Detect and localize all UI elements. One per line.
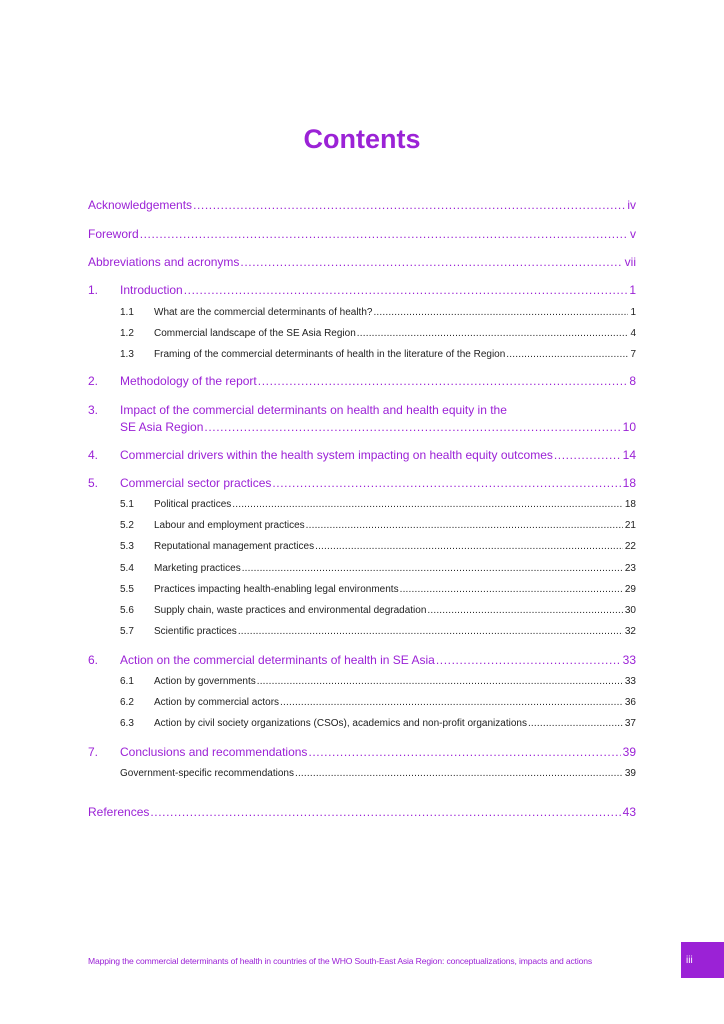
toc-entry-title: Commercial drivers within the health system impacting on health equity outcomes: [120, 448, 553, 462]
toc-page-number: 39: [624, 768, 636, 779]
toc-page-number: 43: [622, 805, 636, 819]
toc-foreword[interactable]: [88, 227, 636, 241]
dot-leader: [238, 626, 623, 637]
dot-leader: [436, 653, 621, 667]
toc-entry-title: Commercial sector practices: [120, 476, 272, 490]
toc-chapter-3-line1[interactable]: [88, 403, 507, 417]
toc-entry-title: Abbreviations and acronyms: [88, 255, 240, 269]
page-number-box: [681, 942, 724, 978]
toc-chapter-1[interactable]: [88, 283, 636, 297]
dot-leader: [427, 605, 622, 616]
toc-entry-title: Action by governments: [154, 676, 256, 687]
toc-section-6-2[interactable]: [120, 697, 636, 708]
dot-leader: [506, 349, 628, 360]
toc-page-number: 18: [624, 499, 636, 510]
toc-section-number: 5.5: [120, 584, 134, 595]
dot-leader: [204, 420, 620, 434]
dot-leader: [373, 307, 628, 318]
toc-section-6-3[interactable]: [120, 718, 636, 729]
toc-page-number: 22: [624, 541, 636, 552]
toc-page-number: 32: [624, 626, 636, 637]
dot-leader: [272, 476, 620, 490]
toc-entry-title: Methodology of the report: [120, 374, 257, 388]
toc-entry-title: Supply chain, waste practices and environmental degradation: [154, 605, 427, 616]
toc-chapter-number: 5.: [88, 476, 99, 490]
toc-section-5-6[interactable]: [120, 605, 636, 616]
toc-page-number: 39: [622, 745, 636, 759]
toc-chapter-3[interactable]: [120, 420, 636, 434]
toc-acknowledgements[interactable]: [88, 198, 636, 212]
toc-entry-title: Framing of the commercial determinants of health in the literature of the Region: [154, 349, 506, 360]
toc-page-number: 7: [630, 349, 636, 360]
toc-page-number: 4: [630, 328, 636, 339]
toc-page-number: 1: [629, 283, 636, 297]
page-title: Contents: [303, 124, 421, 154]
toc-entry-title: Acknowledgements: [88, 198, 193, 212]
toc-entry-title: Labour and employment practices: [154, 520, 305, 531]
toc-references[interactable]: [88, 805, 636, 819]
toc-section-5-7[interactable]: [120, 626, 636, 637]
toc-section-5-2[interactable]: [120, 520, 636, 531]
toc-abbreviations[interactable]: [88, 255, 636, 269]
dot-leader: [184, 283, 628, 297]
toc-page-number: 33: [622, 653, 636, 667]
toc-entry-title: References: [88, 805, 150, 819]
toc-entry-title: Government-specific recommendations: [120, 768, 294, 779]
toc-entry-title: Action on the commercial determinants of health in SE Asia: [120, 653, 435, 667]
toc-section-number: 5.6: [120, 605, 134, 616]
toc-page-number: iv: [627, 198, 636, 212]
toc-chapter-7[interactable]: [88, 745, 636, 759]
toc-section-5-5[interactable]: [120, 584, 636, 595]
toc-page-number: vii: [624, 255, 636, 269]
toc-section-1-3[interactable]: [120, 349, 636, 360]
toc-section-number: 5.7: [120, 626, 134, 637]
toc-section-5-1[interactable]: [120, 499, 636, 510]
dot-leader: [400, 584, 623, 595]
toc-entry-title: Practices impacting health-enabling legal environments: [154, 584, 399, 595]
toc-entry-title: What are the commercial determinants of health?: [154, 307, 373, 318]
toc-chapter-5[interactable]: [88, 476, 636, 490]
dot-leader: [528, 718, 623, 729]
toc-page-number: 1: [630, 307, 636, 318]
toc-entry-title: Reputational management practices: [154, 541, 315, 552]
dot-leader: [242, 563, 623, 574]
toc-entry-title: Political practices: [154, 499, 232, 510]
toc-entry-title-line1: Impact of the commercial determinants on health and health equity in the: [120, 403, 507, 417]
toc-entry-title: Foreword: [88, 227, 139, 241]
toc-section-number: 5.2: [120, 520, 134, 531]
dot-leader: [295, 768, 623, 779]
toc-entry-title: Action by commercial actors: [154, 697, 280, 708]
toc-page-number: 33: [624, 676, 636, 687]
toc-section-5-4[interactable]: [120, 563, 636, 574]
toc-chapter-2[interactable]: [88, 374, 636, 388]
dot-leader: [140, 227, 628, 241]
toc-entry-title: Action by civil society organizations (CSOs), academics and non-profit organizations: [154, 718, 527, 729]
toc-chapter-number: 7.: [88, 745, 99, 759]
toc-chapter-number: 4.: [88, 448, 99, 462]
toc-section-number: 5.4: [120, 563, 134, 574]
running-footer: Mapping the commercial determinants of health in countries of the WHO South-East Asia Region: conceptualizations, impacts and actions: [88, 956, 593, 966]
toc-section-number: 5.3: [120, 541, 134, 552]
toc-page-number: 14: [622, 448, 636, 462]
toc-section-1-1[interactable]: [120, 307, 636, 318]
toc-section-number: 5.1: [120, 499, 134, 510]
dot-leader: [150, 805, 620, 819]
toc-section-number: 6.1: [120, 676, 134, 687]
toc-page-number: 37: [624, 718, 636, 729]
toc-entry-title: SE Asia Region: [120, 420, 204, 434]
toc-entry-title: Conclusions and recommendations: [120, 745, 308, 759]
toc-entry-title: Commercial landscape of the SE Asia Region: [154, 328, 356, 339]
dot-leader: [306, 520, 623, 531]
dot-leader: [193, 198, 625, 212]
dot-leader: [308, 745, 620, 759]
toc-section-number: 1.3: [120, 349, 134, 360]
toc-section-number: 6.2: [120, 697, 134, 708]
dot-leader: [257, 676, 623, 687]
page-number: iii: [686, 955, 693, 966]
toc-entry-title: Marketing practices: [154, 563, 241, 574]
dot-leader: [554, 448, 621, 462]
toc-section-6-1[interactable]: [120, 676, 636, 687]
toc-page-number: 8: [629, 374, 636, 388]
toc-chapter-number: 2.: [88, 374, 99, 388]
toc-page-number: 36: [624, 697, 636, 708]
dot-leader: [232, 499, 623, 510]
toc-page-number: 23: [624, 563, 636, 574]
dot-leader: [258, 374, 628, 388]
toc-page-number: 18: [622, 476, 636, 490]
dot-leader: [357, 328, 629, 339]
toc-page-number: 10: [622, 420, 636, 434]
toc-section-1-2[interactable]: [120, 328, 636, 339]
dot-leader: [280, 697, 623, 708]
dot-leader: [240, 255, 622, 269]
toc-entry-title: Scientific practices: [154, 626, 237, 637]
toc-chapter-number: 1.: [88, 283, 99, 297]
toc-chapter-number: 3.: [88, 403, 99, 417]
toc-page-number: 30: [624, 605, 636, 616]
toc-page-number: 29: [624, 584, 636, 595]
toc-section-number: 6.3: [120, 718, 134, 729]
toc-section-7-government[interactable]: [120, 768, 636, 779]
toc-page-number: 21: [624, 520, 636, 531]
toc-section-5-3[interactable]: [120, 541, 636, 552]
toc-section-number: 1.2: [120, 328, 134, 339]
dot-leader: [315, 541, 623, 552]
toc-chapter-number: 6.: [88, 653, 99, 667]
toc-chapter-6[interactable]: [88, 653, 636, 667]
toc-entry-title: Introduction: [120, 283, 183, 297]
toc-page-number: v: [630, 227, 636, 241]
toc-chapter-4[interactable]: [88, 448, 636, 462]
toc-section-number: 1.1: [120, 307, 134, 318]
